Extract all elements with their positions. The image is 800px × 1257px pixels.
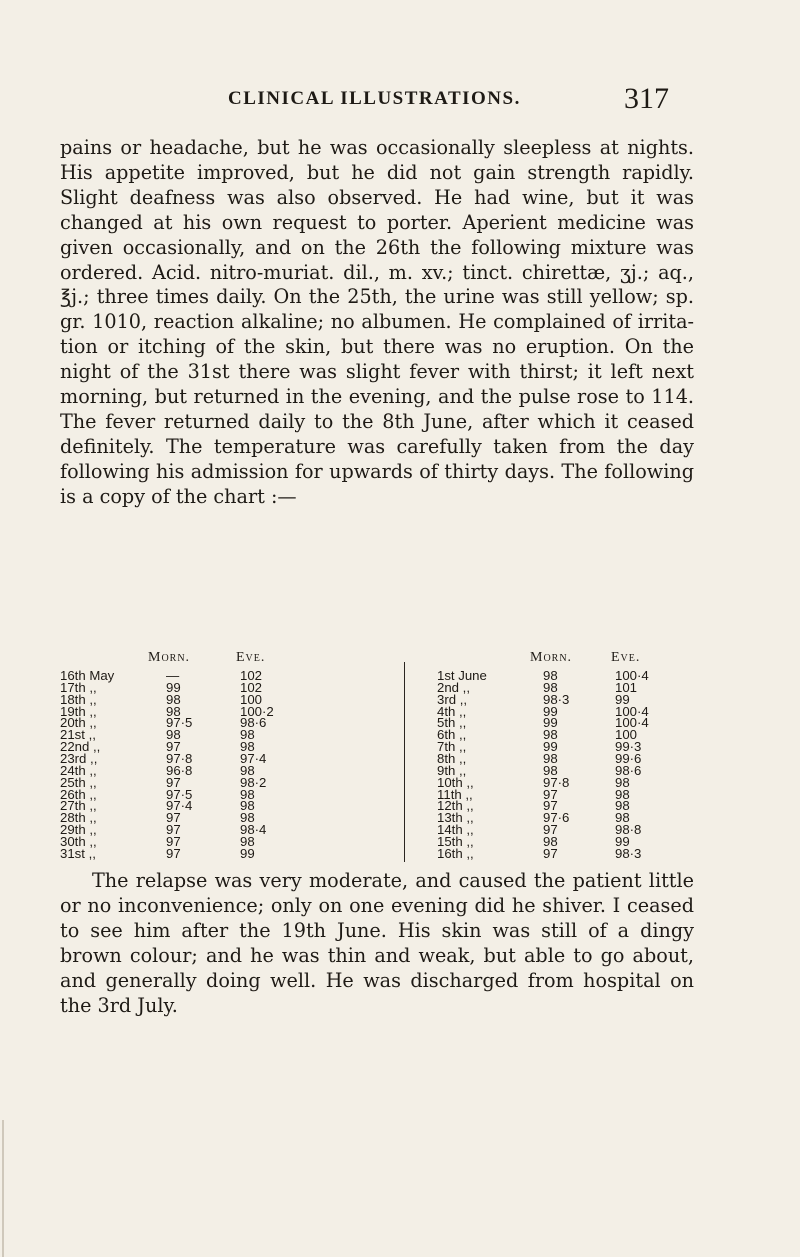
date-cell: 19th ,, (60, 703, 97, 719)
date-cell: 15th ,, (437, 833, 474, 849)
evening-temp-cell: 100·4 (615, 703, 649, 719)
evening-temp-cell: 100·4 (615, 715, 649, 731)
evening-temp-cell: 98 (240, 727, 255, 743)
date-cell: 13th ,, (437, 810, 474, 826)
date-cell: 7th ,, (437, 739, 467, 755)
evening-temp-cell: 99·6 (615, 750, 642, 766)
evening-temp-cell: 98 (615, 774, 630, 790)
evening-temp-cell: 98 (240, 833, 255, 849)
temperature-chart (60, 650, 730, 861)
date-cell: 17th ,, (60, 679, 97, 695)
paragraph-relapse: The relapse was very moderate, and caused the patient little or no inconvenience; only on one evening did he shiver. I ceased to see him after the 19th June. His skin was still of a dingy brown colour; and he was thin and weak, but able to go about, and generally doing well. He was discharged from hospital on the 3rd July. (60, 869, 694, 1017)
evening-temp-cell: 98 (615, 798, 630, 814)
morning-temp-cell: 97 (166, 739, 181, 755)
morning-temp-cell: 96·8 (166, 762, 193, 778)
evening-header-left: Eve. (236, 650, 266, 665)
evening-temp-cell: 98 (240, 739, 255, 755)
paragraph-case-notes: pains or headache, but he was occasionally sleepless at nights. His appetite improved, but he did not gain strength rapidly. Slight deafness was also observed. He had wine, but it was changed at his own request to porter. Aperient medicine was given occasionally, and on the 26th the following mixture was ordered. Acid. nitro-muriat. dil., m. xv.; tinct. chirettæ, ʒj.; aq., ℥j.; three times daily. On the 25th, the urine was still yellow; sp. gr. 1010, reaction alkaline; no albumen. He complained of irrita-tion or itching of the skin, but there was no eruption. On the night of the 31st there was slight fever with thirst; it left next morning, but returned in the evening, and the pulse rose to 114. The fever returned daily to the 8th June, after which it ceased definitely. The temperature was carefully taken from the day following his admission for upwards of thirty days. The following is a copy of the chart :— (60, 136, 694, 508)
date-cell: 1st June (437, 668, 487, 683)
evening-temp-cell: 102 (240, 668, 263, 683)
date-cell: 16th ,, (437, 845, 474, 861)
morning-temp-cell: 99 (543, 703, 558, 719)
evening-temp-cell: 100 (240, 691, 263, 707)
morning-temp-cell: 97·4 (166, 798, 193, 814)
morning-temp-cell: 98 (166, 691, 181, 707)
date-cell: 6th ,, (437, 727, 467, 743)
morning-temp-cell: 98 (543, 668, 558, 683)
page-number: 317 (624, 82, 669, 115)
morning-temp-cell: 98 (543, 762, 558, 778)
evening-temp-cell: 98 (240, 798, 255, 814)
evening-temp-cell: 98·3 (615, 845, 642, 861)
date-cell: 24th ,, (60, 762, 97, 778)
evening-temp-cell: 98 (240, 762, 255, 778)
evening-temp-cell: 99 (615, 833, 630, 849)
morning-temp-cell: 98 (543, 833, 558, 849)
date-cell: 25th ,, (60, 774, 97, 790)
morning-temp-cell: 98 (543, 750, 558, 766)
date-cell: 2nd ,, (437, 679, 470, 695)
page-header (0, 82, 800, 116)
evening-temp-cell: 99 (240, 845, 255, 861)
morning-temp-cell: 97 (166, 833, 181, 849)
morning-temp-cell: 97 (166, 810, 181, 826)
morning-temp-cell: 97·8 (166, 750, 193, 766)
evening-temp-cell: 98 (240, 810, 255, 826)
morning-temp-cell: 97·6 (543, 810, 570, 826)
morning-temp-cell: 97 (166, 774, 181, 790)
date-cell: 30th ,, (60, 833, 97, 849)
date-cell: 11th ,, (437, 786, 473, 802)
evening-temp-cell: 100·4 (615, 668, 649, 683)
date-cell: 22nd ,, (60, 739, 101, 755)
evening-temp-cell: 99 (615, 691, 630, 707)
date-cell: 21st ,, (60, 727, 96, 743)
running-head: CLINICAL ILLUSTRATIONS. (228, 88, 521, 109)
date-cell: 20th ,, (60, 715, 97, 731)
date-cell: 10th ,, (437, 774, 474, 790)
date-cell: 12th ,, (437, 798, 474, 814)
date-cell: 3rd ,, (437, 691, 468, 707)
morning-temp-cell: 98 (543, 727, 558, 743)
morning-temp-cell: 97 (543, 845, 558, 861)
evening-temp-cell: 100·2 (240, 703, 274, 719)
date-cell: 27th ,, (60, 798, 97, 814)
morning-temp-cell: 97 (166, 822, 181, 838)
evening-temp-cell: 97·4 (240, 750, 267, 766)
morning-temp-cell: 97·5 (166, 786, 193, 802)
morning-temp-cell: 99 (543, 715, 558, 731)
evening-temp-cell: 98 (240, 786, 255, 802)
morning-temp-cell: 98 (543, 679, 558, 695)
morning-temp-cell: 98 (166, 727, 181, 743)
evening-temp-cell: 98·8 (615, 822, 642, 838)
morning-temp-cell: 97·8 (543, 774, 570, 790)
evening-temp-cell: 98·4 (240, 822, 267, 838)
date-cell: 26th ,, (60, 786, 97, 802)
date-cell: 14th ,, (437, 822, 474, 838)
evening-temp-cell: 98 (615, 810, 630, 826)
evening-temp-cell: 98·6 (615, 762, 642, 778)
morning-header-right: Morn. (530, 650, 573, 665)
date-cell: 23rd ,, (60, 750, 98, 766)
morning-temp-cell: 97 (543, 786, 558, 802)
morning-header-left: Morn. (148, 650, 191, 665)
morning-temp-cell: 98 (166, 703, 181, 719)
evening-temp-cell: 102 (240, 679, 263, 695)
morning-temp-cell: 97·5 (166, 715, 193, 731)
margin-mark (2, 1120, 4, 1257)
morning-temp-cell: 97 (543, 798, 558, 814)
date-cell: 16th May (60, 668, 115, 683)
evening-temp-cell: 98·2 (240, 774, 267, 790)
morning-temp-cell: 97 (543, 822, 558, 838)
morning-temp-cell: — (166, 668, 180, 683)
morning-temp-cell: 99 (543, 739, 558, 755)
evening-temp-cell: 98·6 (240, 715, 267, 731)
date-cell: 28th ,, (60, 810, 97, 826)
morning-temp-cell: 99 (166, 679, 181, 695)
date-cell: 29th ,, (60, 822, 97, 838)
evening-temp-cell: 99·3 (615, 739, 642, 755)
morning-temp-cell: 97 (166, 845, 181, 861)
evening-header-right: Eve. (611, 650, 641, 665)
date-cell: 4th ,, (437, 703, 467, 719)
date-cell: 9th ,, (437, 762, 467, 778)
evening-temp-cell: 101 (615, 679, 638, 695)
date-cell: 18th ,, (60, 691, 97, 707)
evening-temp-cell: 98 (615, 786, 630, 802)
evening-temp-cell: 100 (615, 727, 638, 743)
morning-temp-cell: 98·3 (543, 691, 570, 707)
date-cell: 5th ,, (437, 715, 467, 731)
date-cell: 31st ,, (60, 845, 96, 861)
date-cell: 8th ,, (437, 750, 467, 766)
temperature-row-right (60, 846, 730, 864)
